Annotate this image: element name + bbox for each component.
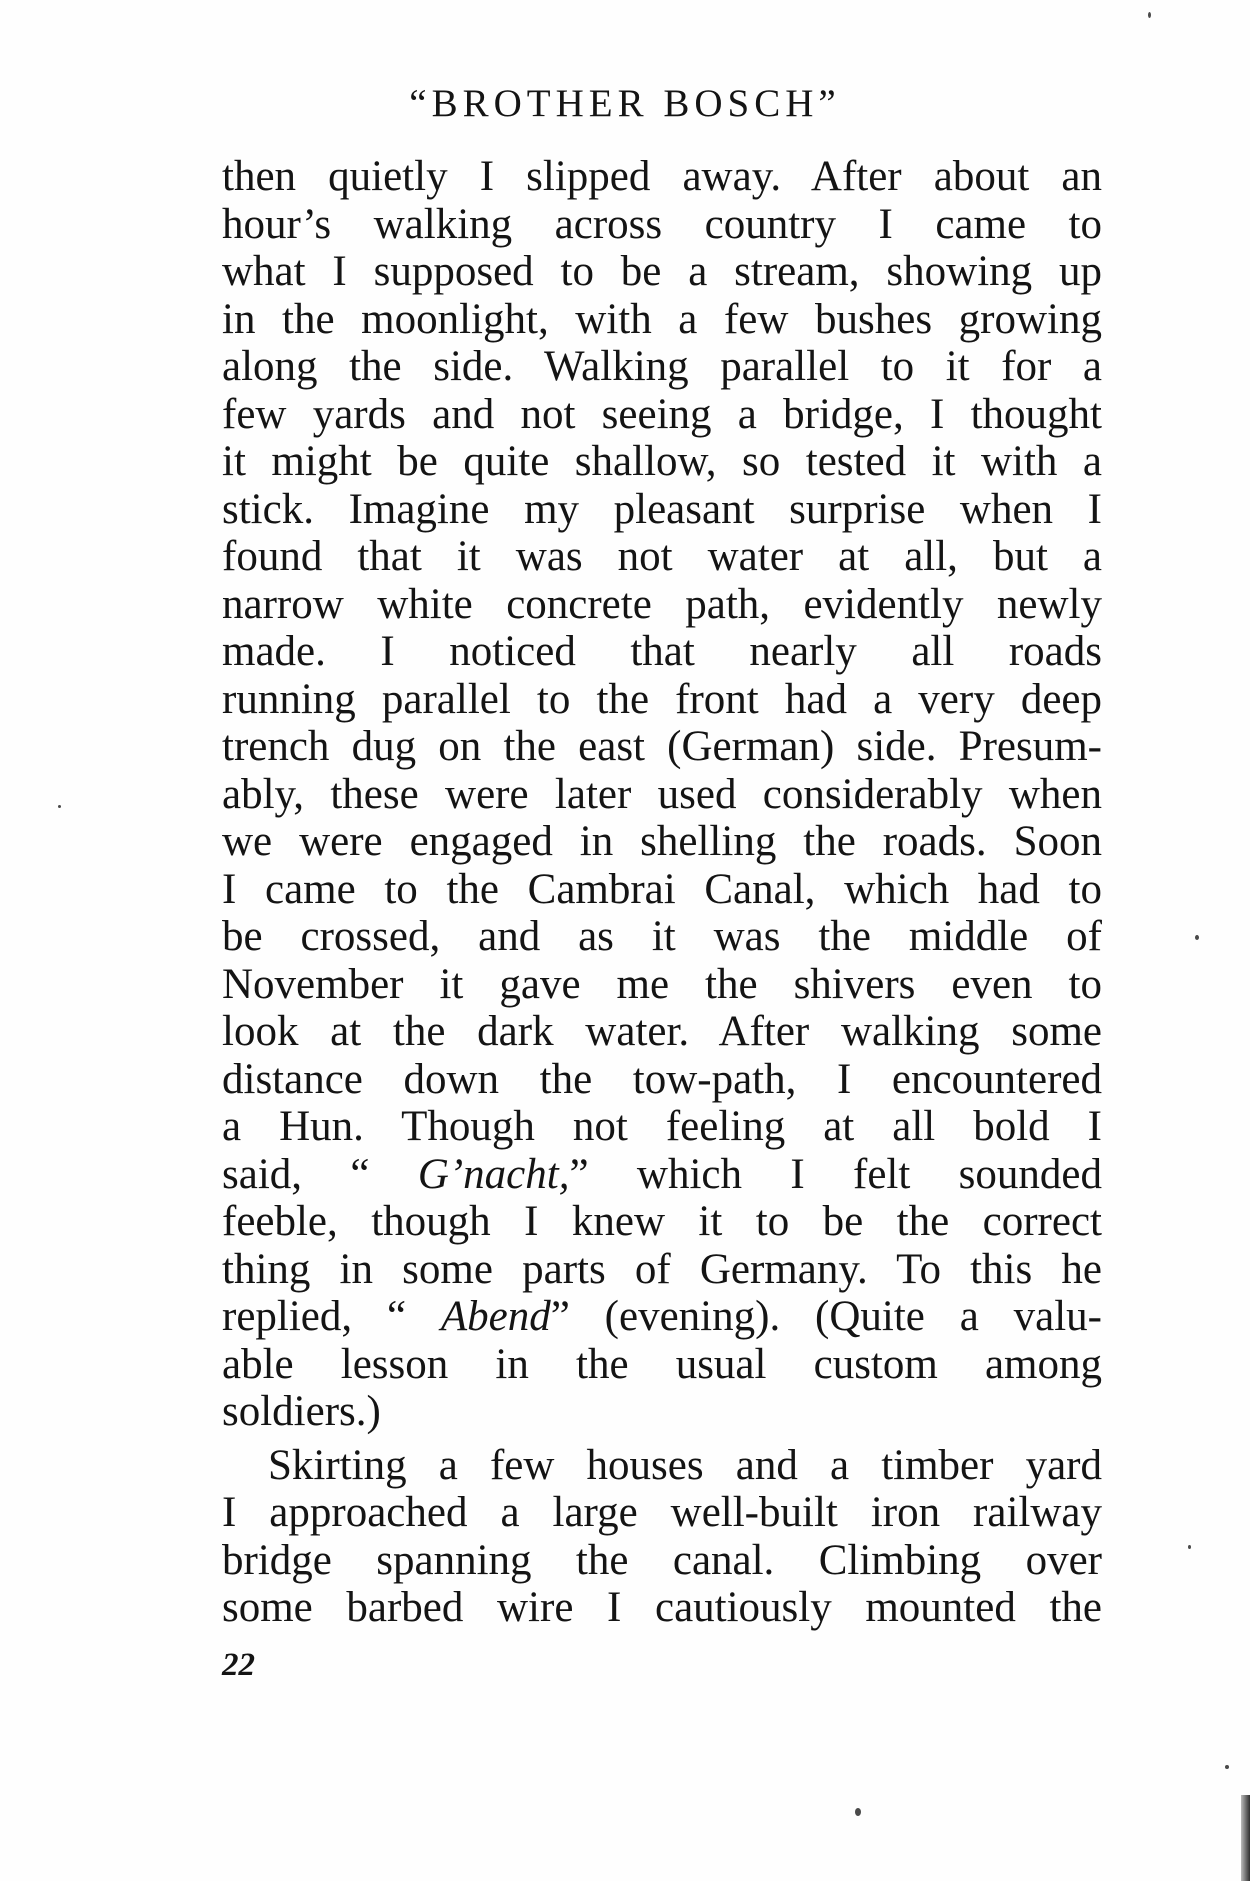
text-line: bridge spanning the canal. Climbing over xyxy=(222,1536,1102,1584)
print-speck xyxy=(1148,12,1151,18)
page-edge-shadow xyxy=(1241,1795,1250,1881)
text-line: we were engaged in shelling the roads. Soon xyxy=(222,818,1102,865)
text-line: be crossed, and as it was the middle of xyxy=(222,913,1102,960)
text-line: distance down the tow-path, I encountered xyxy=(222,1055,1102,1103)
text-line: stick. Imagine my pleasant surprise when I xyxy=(222,485,1102,533)
print-speck xyxy=(855,1808,861,1816)
text-line: feeble, though I knew it to be the correct xyxy=(222,1198,1102,1245)
text-line: what I supposed to be a stream, showing up xyxy=(222,248,1102,295)
running-head: “BROTHER BOSCH” xyxy=(409,82,841,125)
text-run: said, “ xyxy=(222,1150,418,1198)
italic-word: Abend xyxy=(440,1293,551,1340)
body-text xyxy=(222,153,1102,1632)
text-line: thing in some parts of Germany. To this he xyxy=(222,1245,1102,1293)
print-speck xyxy=(1188,1545,1191,1549)
text-line: narrow white concrete path, evidently newly xyxy=(222,580,1102,628)
print-speck xyxy=(1195,935,1199,940)
text-line: some barbed wire I cautiously mounted the xyxy=(222,1584,1102,1631)
print-speck xyxy=(1225,1765,1229,1769)
text-run: ” (evening). (Quite a valu- xyxy=(550,1293,1102,1340)
italic-word: G’nacht, xyxy=(417,1150,570,1198)
text-line: hour’s walking across country I came to xyxy=(222,200,1102,248)
text-line: running parallel to the front had a very deep xyxy=(222,675,1102,723)
text-run: ” which I felt sounded xyxy=(569,1150,1102,1198)
text-line: I approached a large well-built iron railway xyxy=(222,1489,1102,1536)
text-line: soldiers.) xyxy=(222,1388,381,1435)
text-line: along the side. Walking parallel to it for a xyxy=(222,343,1102,390)
text-line: ably, these were later used considerably when xyxy=(222,770,1102,818)
text-run: replied, “ xyxy=(222,1293,441,1340)
print-speck xyxy=(58,805,61,808)
text-line: found that it was not water at all, but a xyxy=(222,533,1102,580)
text-line: November it gave me the shivers even to xyxy=(222,960,1102,1008)
text-line xyxy=(222,1293,1102,1341)
text-line: trench dug on the east (German) side. Presum- xyxy=(222,723,1102,770)
text-line: able lesson in the usual custom among xyxy=(222,1340,1102,1388)
text-line: I came to the Cambrai Canal, which had to xyxy=(222,865,1102,913)
text-line: a Hun. Though not feeling at all bold I xyxy=(222,1103,1102,1150)
text-line: then quietly I slipped away. After about an xyxy=(222,153,1102,200)
page-number: 22 xyxy=(222,1647,255,1683)
text-line xyxy=(222,1151,1102,1199)
text-line: few yards and not seeing a bridge, I thought xyxy=(222,390,1102,438)
text-line: Skirting a few houses and a timber yard xyxy=(268,1441,1102,1489)
text-line: look at the dark water. After walking some xyxy=(222,1008,1102,1055)
text-line: in the moonlight, with a few bushes growing xyxy=(222,295,1102,343)
text-line: made. I noticed that nearly all roads xyxy=(222,628,1102,675)
text-line: it might be quite shallow, so tested it with a xyxy=(222,438,1102,485)
